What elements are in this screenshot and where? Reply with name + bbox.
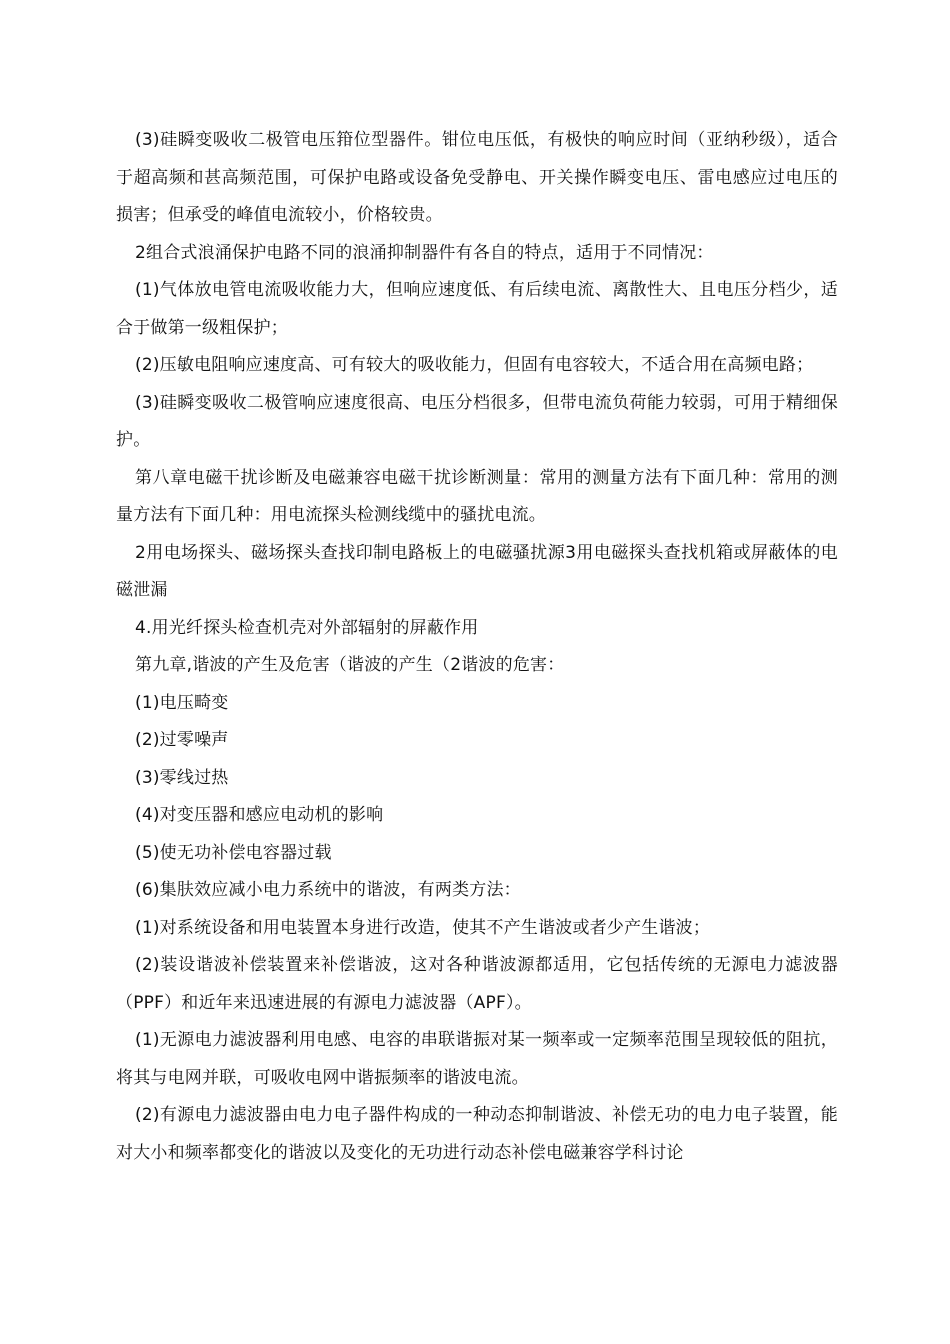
paragraph-chapter-8: 第八章电磁干扰诊断及电磁兼容电磁干扰诊断测量：常用的测量方法有下面几种：常用的测量方法有下面几种：用电流探头检测线缆中的骚扰电流。 [116, 467, 838, 525]
paragraph-tvs-clamp-device: (3)硅瞬变吸收二极管电压箝位型器件。钳位电压低，有极快的响应时间（亚纳秒级），适合于超高频和甚高频范围，可保护电路或设备免受静电、开关操作瞬变电压、雷电感应过电压的损害；但承受的峰值电流较小，价格较贵。 [116, 130, 838, 225]
paragraph-field-probes: 2用电场探头、磁场探头查找印制电路板上的电磁骚扰源3用电磁探头查找机箱或屏蔽体的电磁泄漏 [116, 542, 838, 600]
paragraph-harmonic-compensation: (2)装设谐波补偿装置来补偿谐波，这对各种谐波源都适用，它包括传统的无源电力滤波器（PPF）和近年来迅速进展的有源电力滤波器（APF）。 [116, 955, 838, 1013]
paragraph-varistor: (2)压敏电阻响应速度高、可有较大的吸收能力，但固有电容较大，不适合用在高频电路； [135, 355, 814, 375]
paragraph-combined-surge-protection: 2组合式浪涌保护电路不同的浪涌抑制器件有各自的特点，适用于不同情况： [135, 242, 714, 263]
paragraph-fiber-probe: 4.用光纤探头检查机壳对外部辐射的屏蔽作用 [135, 617, 479, 638]
list-item-voltage-distortion: (1)电压畸变 [135, 692, 229, 713]
paragraph-equipment-modification: (1)对系统设备和用电装置本身进行改造，使其不产生谐波或者少产生谐波； [135, 917, 711, 938]
list-item-capacitor-overload: (5)使无功补偿电容器过载 [135, 842, 332, 863]
paragraph-passive-filter: (1)无源电力滤波器利用电感、电容的串联谐振对某一频率或一定频率范围呈现较低的阻抗，将其与电网并联，可吸收电网中谐振频率的谐波电流。 [116, 1030, 838, 1088]
paragraph-gas-discharge-tube: (1)气体放电管电流吸收能力大，但响应速度低、有后续电流、离散性大、且电压分档少，适合于做第一级粗保护； [116, 280, 838, 338]
paragraph-chapter-9: 第九章,谐波的产生及危害（谐波的产生（2谐波的危害： [135, 655, 565, 675]
list-item-skin-effect: (6)集肤效应减小电力系统中的谐波，有两类方法： [135, 880, 521, 900]
paragraph-tvs-diode: (3)硅瞬变吸收二极管响应速度很高、电压分档很多，但带电流负荷能力较弱，可用于精细保护。 [116, 392, 838, 450]
list-item-transformer-motor-impact: (4)对变压器和感应电动机的影响 [135, 805, 384, 825]
paragraph-active-filter: (2)有源电力滤波器由电力电子器件构成的一种动态抑制谐波、补偿无功的电力电子装置，能对大小和频率都变化的谐波以及变化的无功进行动态补偿电磁兼容学科讨论 [116, 1105, 838, 1163]
list-item-neutral-overheating: (3)零线过热 [135, 767, 229, 788]
list-item-zero-crossing-noise: (2)过零噪声 [135, 730, 229, 750]
document-body [116, 122, 838, 1172]
